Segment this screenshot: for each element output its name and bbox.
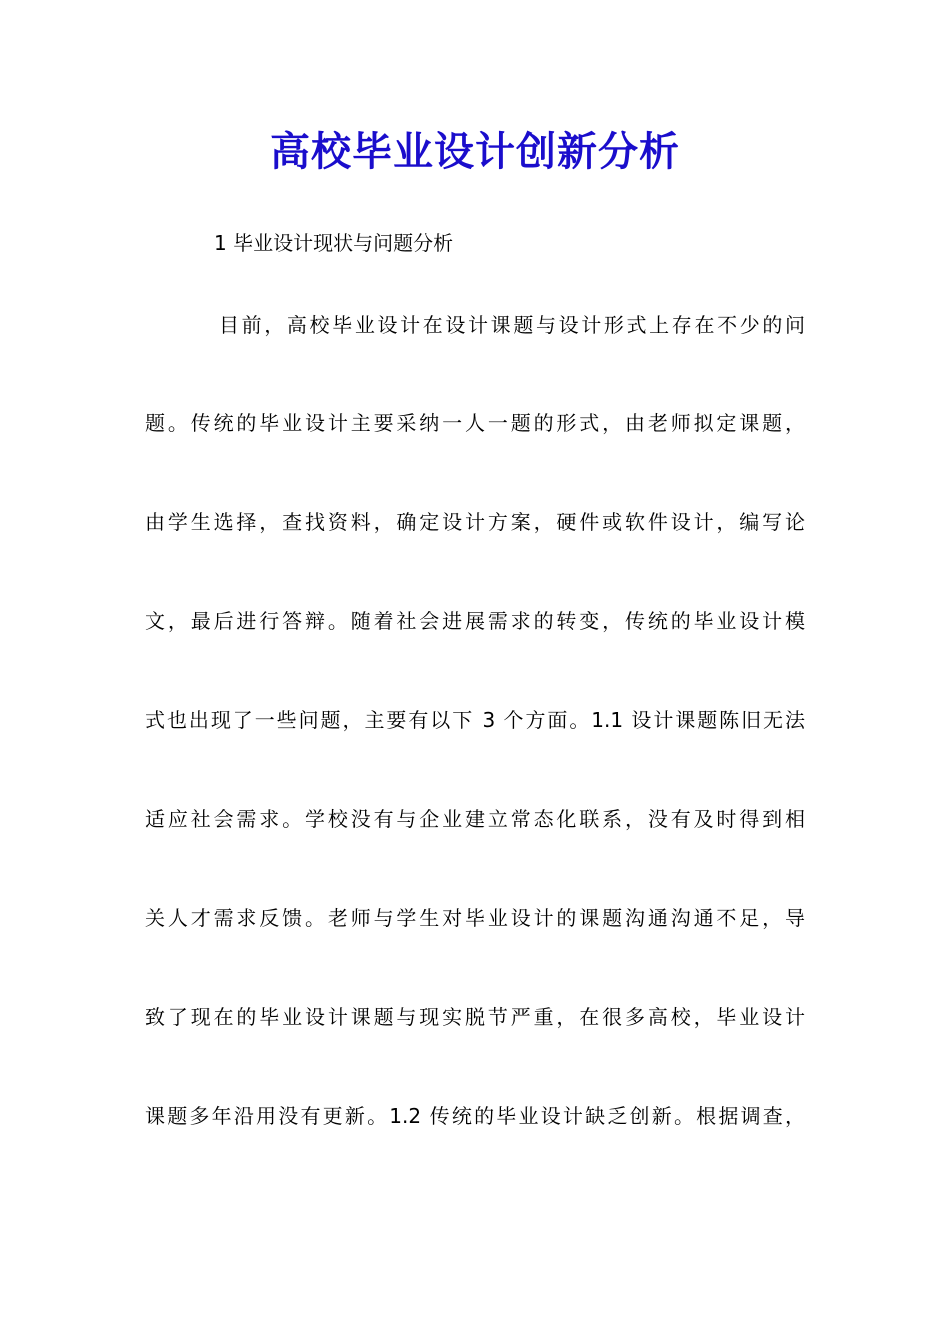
paragraph-line: 课题多年沿用没有更新。1.2 传统的毕业设计缺乏创新。根据调查， (145, 1104, 805, 1128)
paragraph-line: 致了现在的毕业设计课题与现实脱节严重，在很多高校，毕业设计 (145, 1005, 805, 1029)
page-title: 高校毕业设计创新分析 (270, 128, 680, 175)
paragraph-line: 目前，高校毕业设计在设计课题与设计形式上存在不少的问 (219, 313, 805, 337)
paragraph-line: 由学生选择，查找资料，确定设计方案，硬件或软件设计，编写论 (145, 510, 805, 534)
paragraph-line: 题。传统的毕业设计主要采纳一人一题的形式，由老师拟定课题， (145, 411, 805, 435)
paragraph-line: 适应社会需求。学校没有与企业建立常态化联系，没有及时得到相 (145, 807, 805, 831)
section-heading: 1 毕业设计现状与问题分析 (214, 231, 454, 255)
paragraph-line: 式也出现了一些问题，主要有以下 3 个方面。1.1 设计课题陈旧无法 (145, 708, 805, 732)
paragraph-line: 文，最后进行答辩。随着社会进展需求的转变，传统的毕业设计模 (145, 609, 805, 633)
paragraph-line: 关人才需求反馈。老师与学生对毕业设计的课题沟通沟通不足，导 (145, 906, 805, 930)
